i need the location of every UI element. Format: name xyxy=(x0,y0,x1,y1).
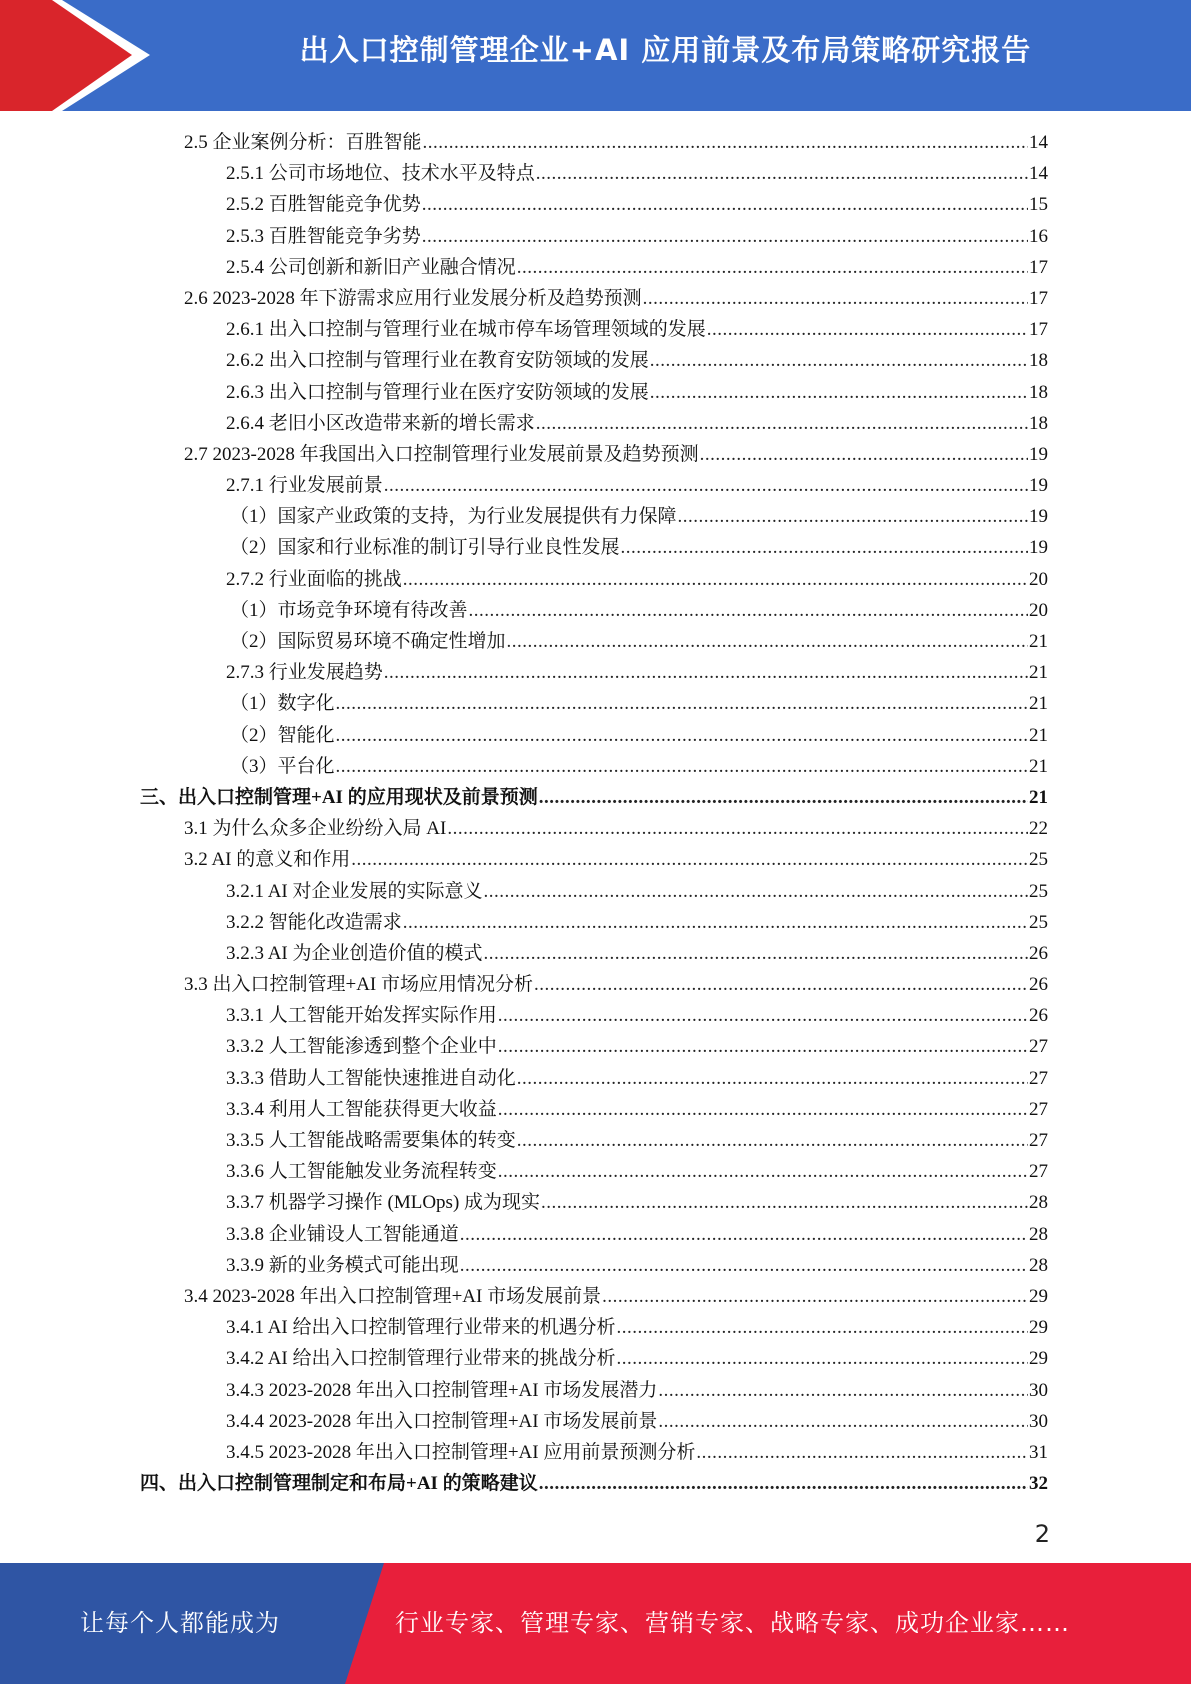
toc-entry-title: 2.5.4 公司创新和新旧产业融合情况 xyxy=(226,256,516,278)
toc-entry-title: 2.6.4 老旧小区改造带来新的增长需求 xyxy=(226,412,535,434)
toc-entry[interactable] xyxy=(140,938,1048,969)
toc-leader-dots xyxy=(536,408,1028,439)
toc-entry-page: 18 xyxy=(1029,412,1048,434)
toc-leader-dots xyxy=(498,1094,1028,1125)
toc-leader-dots xyxy=(460,1250,1028,1281)
toc-leader-dots xyxy=(602,1281,1028,1312)
toc-entry[interactable] xyxy=(140,1375,1048,1406)
toc-leader-dots xyxy=(460,1219,1028,1250)
toc-leader-dots xyxy=(707,314,1028,345)
toc-entry[interactable] xyxy=(140,813,1048,844)
toc-entry-page: 17 xyxy=(1029,256,1048,278)
toc-entry-title: 3.4.1 AI 给出入口控制管理行业带来的机遇分析 xyxy=(226,1317,616,1339)
toc-entry-page: 21 xyxy=(1029,755,1048,777)
toc-entry[interactable] xyxy=(140,595,1048,626)
toc-leader-dots xyxy=(534,969,1028,1000)
toc-leader-dots xyxy=(469,595,1028,626)
toc-leader-dots xyxy=(336,751,1028,782)
toc-entry-title: 2.6 2023-2028 年下游需求应用行业发展分析及趋势预测 xyxy=(184,287,642,309)
toc-leader-dots xyxy=(621,532,1028,563)
toc-leader-dots xyxy=(617,1343,1028,1374)
page-footer xyxy=(0,1563,1191,1684)
toc-entry-page: 27 xyxy=(1029,1098,1048,1120)
toc-entry[interactable] xyxy=(140,127,1048,158)
toc-entry-page: 31 xyxy=(1029,1441,1048,1463)
toc-entry-title: 3.2 AI 的意义和作用 xyxy=(184,849,351,871)
toc-entry-title: 2.7.3 行业发展趋势 xyxy=(226,662,383,684)
toc-entry-page: 14 xyxy=(1029,163,1048,185)
toc-entry[interactable] xyxy=(140,1250,1048,1281)
toc-entry-page: 19 xyxy=(1029,537,1048,559)
toc-leader-dots xyxy=(498,1000,1028,1031)
toc-entry[interactable] xyxy=(140,688,1048,719)
toc-entry-page: 21 xyxy=(1029,724,1048,746)
toc-entry-title: （1）数字化 xyxy=(230,693,335,715)
toc-entry-page: 29 xyxy=(1029,1317,1048,1339)
page-number: 2 xyxy=(1034,1520,1050,1548)
toc-entry-page: 28 xyxy=(1029,1192,1048,1214)
toc-leader-dots xyxy=(507,626,1028,657)
page-header xyxy=(0,0,1191,111)
toc-leader-dots xyxy=(541,1187,1028,1218)
toc-leader-dots xyxy=(658,1375,1028,1406)
toc-entry-page: 27 xyxy=(1029,1130,1048,1151)
toc-entry[interactable] xyxy=(140,345,1048,376)
toc-entry-page: 21 xyxy=(1029,631,1048,652)
toc-entry-title: 3.3.2 人工智能渗透到整个企业中 xyxy=(226,1036,497,1058)
toc-entry-page: 30 xyxy=(1029,1379,1048,1401)
toc-leader-dots xyxy=(617,1312,1028,1343)
toc-leader-dots xyxy=(423,127,1028,158)
toc-entry-title: 3.4.4 2023-2028 年出入口控制管理+AI 市场发展前景 xyxy=(226,1410,658,1432)
toc-entry-title: 三、出入口控制管理+AI 的应用现状及前景预测 xyxy=(140,786,538,808)
toc-entry[interactable] xyxy=(140,189,1048,220)
toc-entry[interactable] xyxy=(140,1000,1048,1031)
toc-entry[interactable] xyxy=(140,657,1048,688)
toc-entry-page: 29 xyxy=(1029,1348,1048,1370)
toc-leader-dots xyxy=(422,221,1028,252)
toc-entry-title: 2.5.2 百胜智能竞争优势 xyxy=(226,194,421,216)
toc-leader-dots xyxy=(384,657,1028,688)
toc-leader-dots xyxy=(658,1406,1028,1437)
toc-entry-page: 29 xyxy=(1029,1285,1048,1307)
toc-leader-dots xyxy=(700,439,1028,470)
toc-entry[interactable] xyxy=(140,1063,1048,1094)
toc-entry[interactable] xyxy=(140,1187,1048,1218)
toc-entry-title: 3.3.8 企业铺设人工智能通道 xyxy=(226,1223,459,1245)
toc-entry-page: 17 xyxy=(1029,287,1048,309)
toc-entry-title: 2.5 企业案例分析：百胜智能 xyxy=(184,132,422,153)
toc-entry[interactable] xyxy=(140,532,1048,563)
toc-entry-title: 2.5.3 百胜智能竞争劣势 xyxy=(226,225,421,247)
toc-entry-title: 四、出入口控制管理制定和布局+AI 的策略建议 xyxy=(140,1473,538,1495)
toc-entry[interactable] xyxy=(140,969,1048,1000)
toc-leader-dots xyxy=(403,564,1028,595)
toc-entry[interactable] xyxy=(140,564,1048,595)
toc-entry-page: 21 xyxy=(1029,693,1048,715)
footer-slogan-left: 让每个人都能成为 xyxy=(80,1609,280,1637)
toc-entry-title: 3.3.3 借助人工智能快速推进自动化 xyxy=(226,1067,516,1089)
toc-entry-title: 3.3.9 新的业务模式可能出现 xyxy=(226,1254,459,1276)
toc-entry[interactable] xyxy=(140,1125,1048,1156)
toc-entry[interactable] xyxy=(140,283,1048,314)
toc-entry-title: 3.2.1 AI 对企业发展的实际意义 xyxy=(226,880,483,902)
toc-leader-dots xyxy=(422,189,1028,220)
toc-leader-dots xyxy=(384,470,1028,501)
toc-entry-page: 18 xyxy=(1029,350,1048,372)
toc-entry-page: 21 xyxy=(1029,786,1048,808)
toc-leader-dots xyxy=(539,782,1028,813)
toc-entry-page: 26 xyxy=(1029,974,1048,996)
toc-entry[interactable] xyxy=(140,1468,1048,1499)
toc-entry-title: 3.4 2023-2028 年出入口控制管理+AI 市场发展前景 xyxy=(184,1285,602,1307)
toc-entry-title: 3.3.4 利用人工智能获得更大收益 xyxy=(226,1098,497,1120)
toc-entry-title: 3.4.2 AI 给出入口控制管理行业带来的挑战分析 xyxy=(226,1348,616,1370)
toc-entry-title: 3.3 出入口控制管理+AI 市场应用情况分析 xyxy=(184,974,534,996)
toc-entry-title: 2.6.2 出入口控制与管理行业在教育安防领域的发展 xyxy=(226,350,649,372)
toc-entry-page: 19 xyxy=(1029,506,1048,528)
toc-entry-title: 2.7 2023-2028 年我国出入口控制管理行业发展前景及趋势预测 xyxy=(184,443,699,465)
toc-entry-page: 30 xyxy=(1029,1410,1048,1432)
toc-entry-title: 3.3.7 机器学习操作 (MLOps) 成为现实 xyxy=(226,1192,541,1214)
toc-leader-dots xyxy=(498,1156,1028,1187)
toc-entry[interactable] xyxy=(140,907,1048,938)
toc-entry-page: 16 xyxy=(1029,225,1048,247)
toc-leader-dots xyxy=(517,252,1028,283)
toc-entry-page: 19 xyxy=(1029,443,1048,465)
header-red-chevron-icon xyxy=(0,0,150,111)
toc-entry-title: 3.3.5 人工智能战略需要集体的转变 xyxy=(226,1130,516,1151)
toc-entry[interactable] xyxy=(140,439,1048,470)
footer-slogan-right: 行业专家、管理专家、营销专家、战略专家、成功企业家…… xyxy=(395,1609,1070,1637)
toc-entry[interactable] xyxy=(140,1437,1048,1468)
toc-entry-title: （3）平台化 xyxy=(230,755,335,777)
toc-entry[interactable] xyxy=(140,1281,1048,1312)
toc-entry-title: （1）市场竞争环境有待改善 xyxy=(230,599,468,621)
toc-leader-dots xyxy=(517,1125,1028,1156)
toc-entry-page: 27 xyxy=(1029,1161,1048,1183)
toc-leader-dots xyxy=(650,345,1028,376)
toc-entry[interactable] xyxy=(140,408,1048,439)
toc-entry[interactable] xyxy=(140,501,1048,532)
toc-leader-dots xyxy=(484,938,1028,969)
table-of-contents xyxy=(140,127,1048,1499)
toc-entry-page: 22 xyxy=(1029,818,1048,840)
toc-entry-title: 3.1 为什么众多企业纷纷入局 AI xyxy=(184,818,447,840)
toc-entry-title: 2.6.3 出入口控制与管理行业在医疗安防领域的发展 xyxy=(226,381,649,403)
toc-leader-dots xyxy=(336,688,1028,719)
toc-entry-page: 17 xyxy=(1029,319,1048,341)
toc-leader-dots xyxy=(498,1031,1028,1062)
toc-entry-title: 3.2.2 智能化改造需求 xyxy=(226,911,402,933)
toc-leader-dots xyxy=(539,1468,1028,1499)
toc-entry-page: 25 xyxy=(1029,849,1048,871)
toc-entry-page: 26 xyxy=(1029,942,1048,964)
toc-entry[interactable] xyxy=(140,844,1048,875)
toc-entry[interactable] xyxy=(140,751,1048,782)
toc-entry-page: 27 xyxy=(1029,1067,1048,1089)
toc-entry-title: 3.3.6 人工智能触发业务流程转变 xyxy=(226,1161,497,1183)
toc-entry[interactable] xyxy=(140,782,1048,813)
toc-entry-title: （1）国家产业政策的支持，为行业发展提供有力保障 xyxy=(230,506,677,528)
toc-entry-title: 3.2.3 AI 为企业创造价值的模式 xyxy=(226,942,483,964)
toc-leader-dots xyxy=(517,1063,1028,1094)
toc-entry[interactable] xyxy=(140,876,1048,907)
toc-entry-page: 27 xyxy=(1029,1036,1048,1058)
toc-entry-title: 3.3.1 人工智能开始发挥实际作用 xyxy=(226,1005,497,1027)
toc-entry-title: 2.5.1 公司市场地位、技术水平及特点 xyxy=(226,163,535,185)
toc-leader-dots xyxy=(696,1437,1028,1468)
toc-entry-page: 26 xyxy=(1029,1005,1048,1027)
toc-entry-page: 20 xyxy=(1029,599,1048,621)
toc-entry-title: 2.7.2 行业面临的挑战 xyxy=(226,568,402,590)
toc-entry-title: 3.4.3 2023-2028 年出入口控制管理+AI 市场发展潜力 xyxy=(226,1379,658,1401)
toc-entry[interactable] xyxy=(140,221,1048,252)
toc-entry-page: 15 xyxy=(1029,194,1048,216)
toc-entry-page: 14 xyxy=(1029,132,1048,153)
toc-entry[interactable] xyxy=(140,1094,1048,1125)
toc-entry[interactable] xyxy=(140,1031,1048,1062)
toc-leader-dots xyxy=(447,813,1028,844)
toc-entry-page: 20 xyxy=(1029,568,1048,590)
toc-entry-page: 19 xyxy=(1029,475,1048,497)
toc-entry[interactable] xyxy=(140,1312,1048,1343)
report-title: 出入口控制管理企业+AI 应用前景及布局策略研究报告 xyxy=(299,33,1032,67)
toc-entry[interactable] xyxy=(140,470,1048,501)
toc-entry-page: 25 xyxy=(1029,880,1048,902)
toc-entry-title: （2）国际贸易环境不确定性增加 xyxy=(230,631,506,652)
toc-leader-dots xyxy=(536,158,1028,189)
toc-entry[interactable] xyxy=(140,1156,1048,1187)
toc-leader-dots xyxy=(643,283,1028,314)
toc-entry[interactable] xyxy=(140,626,1048,657)
toc-entry-title: 2.7.1 行业发展前景 xyxy=(226,475,383,497)
toc-entry[interactable] xyxy=(140,1343,1048,1374)
toc-entry-title: （2）智能化 xyxy=(230,724,335,746)
toc-entry[interactable] xyxy=(140,252,1048,283)
toc-entry-page: 28 xyxy=(1029,1254,1048,1276)
toc-entry[interactable] xyxy=(140,377,1048,408)
toc-entry-title: 3.4.5 2023-2028 年出入口控制管理+AI 应用前景预测分析 xyxy=(226,1441,696,1463)
toc-entry[interactable] xyxy=(140,1406,1048,1437)
toc-entry-page: 21 xyxy=(1029,662,1048,684)
toc-leader-dots xyxy=(678,501,1028,532)
toc-entry[interactable] xyxy=(140,720,1048,751)
toc-entry[interactable] xyxy=(140,314,1048,345)
toc-entry-title: （2）国家和行业标准的制订引导行业良性发展 xyxy=(230,537,620,559)
toc-entry[interactable] xyxy=(140,1219,1048,1250)
toc-entry-page: 18 xyxy=(1029,381,1048,403)
toc-entry-page: 32 xyxy=(1029,1473,1048,1495)
toc-leader-dots xyxy=(650,377,1028,408)
toc-entry-page: 25 xyxy=(1029,911,1048,933)
toc-entry-page: 28 xyxy=(1029,1223,1048,1245)
toc-leader-dots xyxy=(484,876,1028,907)
toc-leader-dots xyxy=(336,720,1028,751)
toc-leader-dots xyxy=(403,907,1028,938)
toc-leader-dots xyxy=(351,844,1028,875)
toc-entry[interactable] xyxy=(140,158,1048,189)
toc-entry-title: 2.6.1 出入口控制与管理行业在城市停车场管理领域的发展 xyxy=(226,319,706,341)
